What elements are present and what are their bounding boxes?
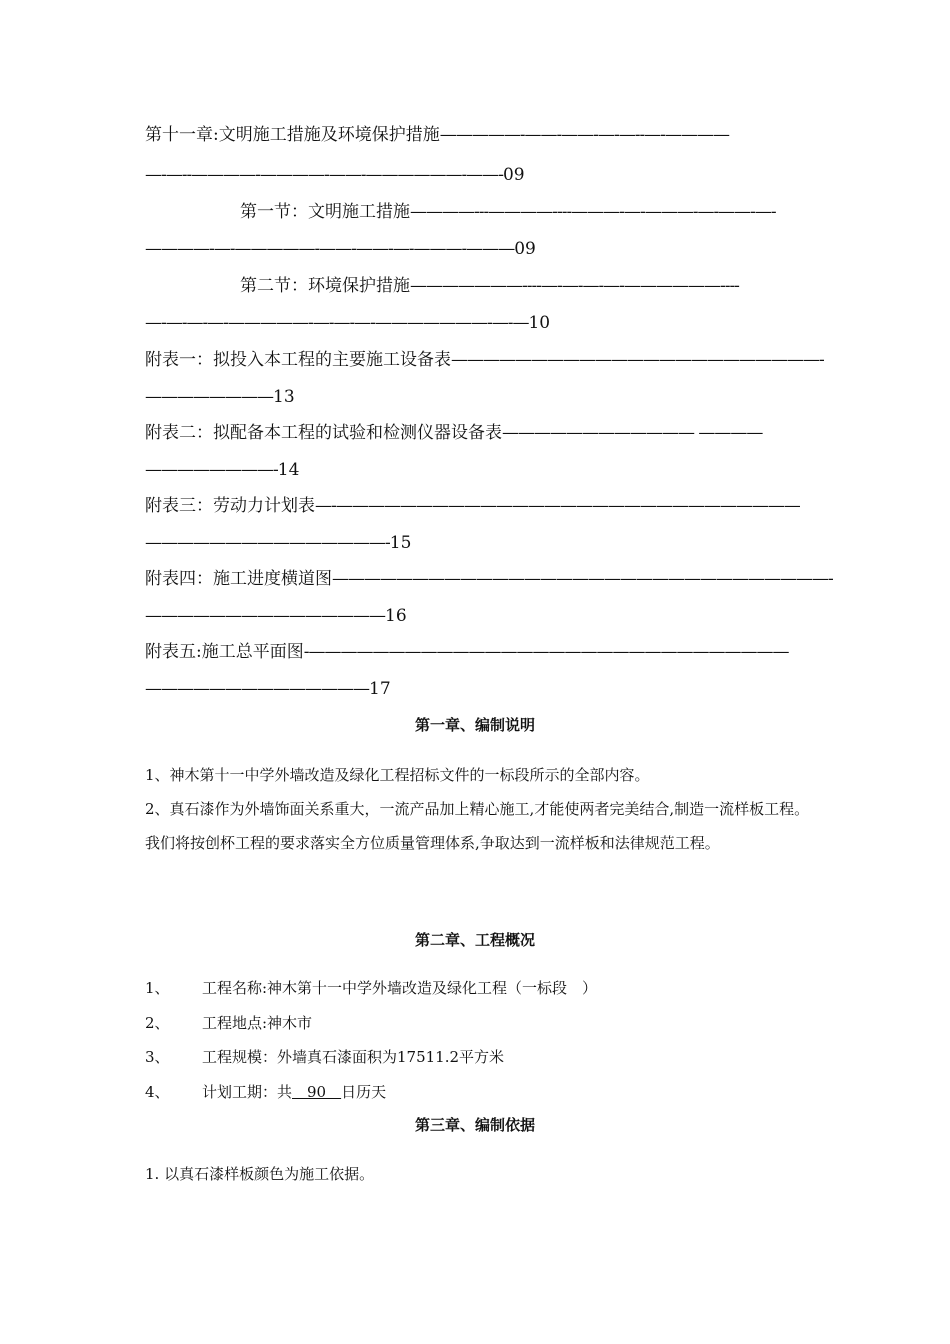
- toc-page-number: 10: [528, 313, 551, 333]
- chapter-heading: 第一章、编制说明: [414, 716, 535, 734]
- list-item: 4、 计划工期：共 90 日历天: [145, 1083, 387, 1101]
- duration-value: 90: [292, 1083, 342, 1101]
- paragraph: 2、真石漆作为外墙饰面关系重大，一流产品加上精心施工,才能使两者完美结合,制造一流样板工程。我们将按创杯工程的要求落实全方位质量管理体系,争取达到一流样板和法律规范工程。: [145, 800, 810, 852]
- toc-entry-continuation: ——————————————17: [145, 679, 391, 699]
- toc-entry-title: 附表一：拟投入本工程的主要施工设备表———————————————————————-: [145, 350, 824, 370]
- list-item: 1. 以真石漆样板颜色为施工依据。: [145, 1165, 375, 1183]
- chapter-heading: 第二章、工程概况: [414, 931, 535, 949]
- toc-page-number: 16: [385, 606, 407, 626]
- toc-entry-title: 第一节：文明施工措施————---————----———-—-———-—-——-—-: [240, 202, 776, 222]
- toc-page-number: 17: [369, 679, 391, 699]
- toc-entry-title: 附表三：劳动力计划表—-—————————————————————————————: [145, 496, 800, 516]
- toc-entry-title: 附表五:施工总平面图-——————————————————————————————: [145, 642, 789, 662]
- toc-entry-continuation: —-—-—-—-—————-—-—-—-———————-—-—10: [145, 313, 551, 333]
- toc-entry-continuation: ————-—-—————-——-——-—-———-———09: [145, 239, 536, 259]
- list-item: 2、 工程地点:神木市: [145, 1014, 313, 1032]
- toc-page-number: 09: [502, 165, 525, 185]
- list-item: 3、 工程规模：外墙真石漆面积为17511.2平方米: [145, 1048, 505, 1066]
- toc-entry-continuation: ———————————————-15: [145, 533, 412, 553]
- toc-entry-continuation: ———————————————16: [145, 606, 407, 626]
- chapter-heading: 第三章、编制依据: [414, 1116, 535, 1134]
- toc-page-number: 09: [514, 239, 536, 259]
- paragraph: 1、神木第十一中学外墙改造及绿化工程招标文件的一标段所示的全部内容。: [145, 766, 650, 784]
- toc-entry-continuation: —-—--————-————-——-——————-——-09: [145, 165, 525, 185]
- toc-entry-title: 第十一章:文明施工措施及环境保护措施—————-——-——-—-—--—-————: [145, 125, 729, 145]
- toc-page-number: 13: [273, 387, 295, 407]
- toc-entry-title: 附表四：施工进度横道图———————————————————————————————-: [145, 569, 833, 589]
- toc-page-number: 15: [389, 533, 412, 553]
- toc-entry-title: 附表二：拟配备本工程的试验和检测仪器设备表———————————— ————: [145, 423, 763, 443]
- list-item: 1、 工程名称:神木第十一中学外墙改造及绿化工程（一标段 ）: [145, 979, 598, 997]
- toc-page-number: 14: [277, 460, 300, 480]
- toc-entry-continuation: ————————13: [145, 387, 295, 407]
- toc-entry-title: 第二节：环境保护措施———————----—-—-—-—-——————----: [240, 276, 739, 296]
- toc-entry-continuation: ————————-14: [145, 460, 300, 480]
